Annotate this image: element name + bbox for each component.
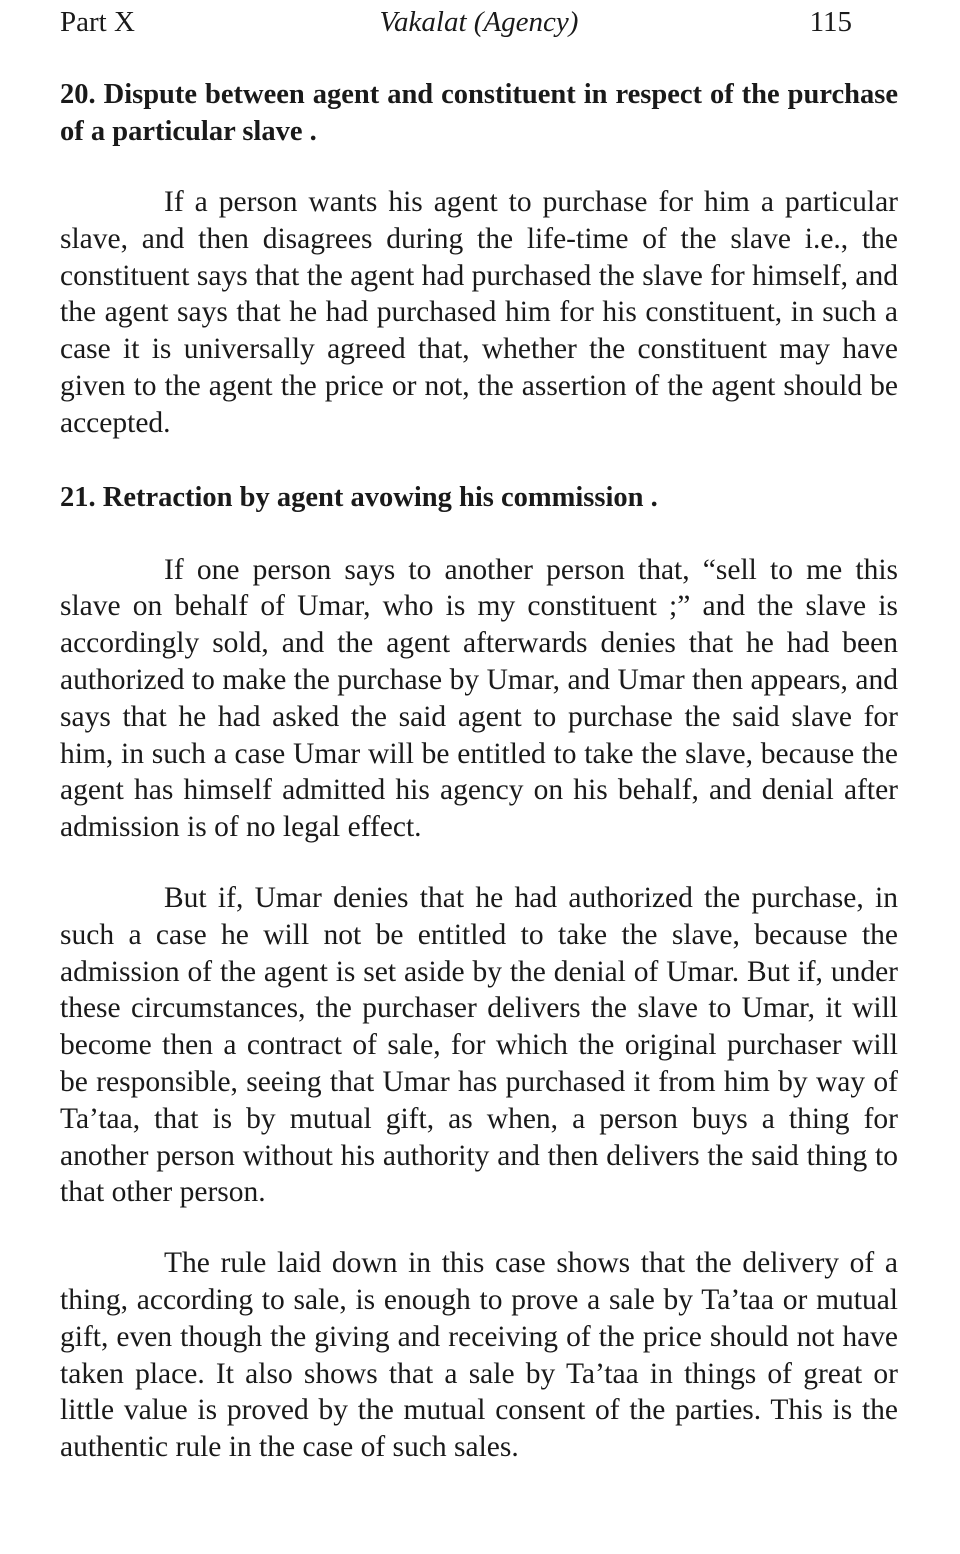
page-number: 115 (809, 6, 852, 38)
paragraph-21-1: If one person says to another person that, “sell to me this slave on behalf of Umar, who is my constituent ;” and the slave is accordingly sold, and the agent afterwards denies that he had been authorized to make the purchase by Umar, and Umar then appears, and says that he had asked the said agent to purchase the said slave for him, in such a case Umar will be entitled to take the slave, because the agent has himself admitted his agency on his behalf, and denial after admission is of no legal effect. (60, 553, 898, 844)
header-part-label: Part X (60, 6, 135, 38)
running-header (60, 0, 898, 44)
document-page (60, 0, 898, 1466)
paragraph-21-3: The rule laid down in this case shows that the delivery of a thing, according to sale, is enough to prove a sale by Ta’taa or mutual gift, even though the giving and receiving of the price should not have taken place. It also shows that a sale by Ta’taa in things of great or little value is proved by the mutual consent of the parties. This is the authentic rule in the case of such sales. (60, 1247, 898, 1464)
paragraph-21-2: But if, Umar denies that he had authorized the purchase, in such a case he will not be entitled to take the slave, because the admission of the agent is set aside by the denial of Umar. But if, under these circumstances, the purchaser delivers the slave to Umar, it will become then a contract of sale, for which the original purchaser will be responsible, seeing that Umar has purchased it from him by way of Ta’taa, that is by mutual gift, as when, a person buys a thing for another person without his authority and then delivers the said thing to that other person. (60, 881, 898, 1209)
header-chapter-title: Vakalat (Agency) (379, 6, 579, 38)
section-heading-20: 20. Dispute between agent and constituent in respect of the purchase of a particular slave . (60, 79, 898, 147)
section-heading-21: 21. Retraction by agent avowing his commission . (60, 481, 658, 513)
paragraph-20-1: If a person wants his agent to purchase for him a particular slave, and then disagrees during the life-time of the slave i.e., the constituent says that the agent had purchased the slave for himself, and the agent says that he had purchased him for his constituent, in such a case it is universally agreed that, whether the constituent may have given to the agent the price or not, the assertion of the agent should be accepted. (60, 186, 898, 439)
